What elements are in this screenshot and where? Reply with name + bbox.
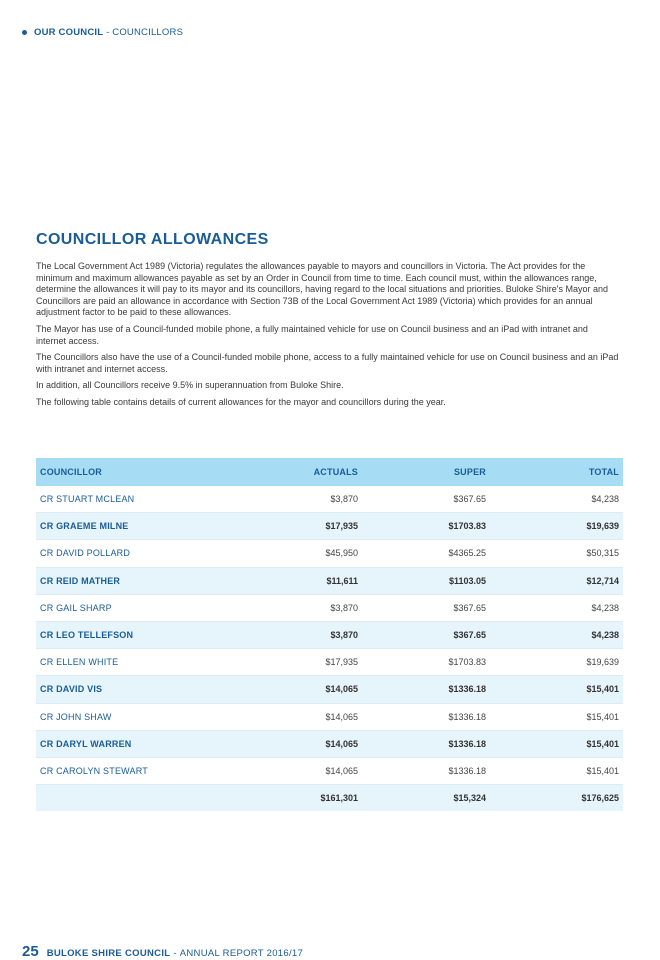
cell-super: $1703.83 [362,649,490,676]
cell-super: $1336.18 [362,757,490,784]
allowances-table [36,458,623,811]
cell-total: $15,401 [490,676,623,703]
paragraph: The following table contains details of current allowances for the mayor and councillors during the year. [36,396,446,407]
page-title: COUNCILLOR ALLOWANCES [36,231,269,248]
total-total: $176,625 [490,785,623,812]
cell-super: $367.65 [362,621,490,648]
cell-super: $1336.18 [362,730,490,757]
breadcrumb [22,27,183,38]
cell-councillor: CR GRAEME MILNE [36,513,239,540]
cell-super: $367.65 [362,594,490,621]
cell-super: $1336.18 [362,676,490,703]
table-header-row [36,458,623,486]
cell-councillor: CR LEO TELLEFSON [36,621,239,648]
cell-actuals: $14,065 [239,703,362,730]
page-number: 25 [22,943,39,960]
cell-super: $1336.18 [362,703,490,730]
cell-councillor: CR REID MATHER [36,567,239,594]
cell-super: $1703.83 [362,513,490,540]
cell-super: $4365.25 [362,540,490,567]
breadcrumb-separator: - [103,27,113,38]
table-row [36,594,623,621]
footer-report: ANNUAL REPORT 2016/17 [179,948,304,959]
cell-total: $50,315 [490,540,623,567]
cell-actuals: $17,935 [239,649,362,676]
paragraph: In addition, all Councillors receive 9.5% in superannuation from Buloke Shire. [36,380,344,391]
cell-councillor: CR JOHN SHAW [36,703,239,730]
table-row [36,567,623,594]
page-footer [22,943,303,960]
cell-actuals: $3,870 [239,621,362,648]
table-row [36,676,623,703]
totals-row [36,785,623,812]
intro-text [36,261,620,414]
header-actuals: ACTUALS [239,458,362,486]
footer-organisation: BULOKE SHIRE COUNCIL [46,948,171,959]
paragraph: The Councillors also have the use of a Council-funded mobile phone, access to a fully maintained vehicle for use on Council business and an iPad with intranet and internet access. [36,352,619,374]
cell-total: $12,714 [490,567,623,594]
cell-total: $4,238 [490,486,623,513]
table-row [36,621,623,648]
cell-councillor: CR DAVID POLLARD [36,540,239,567]
cell-actuals: $45,950 [239,540,362,567]
cell-total: $15,401 [490,730,623,757]
cell-actuals: $11,611 [239,567,362,594]
cell-total: $15,401 [490,757,623,784]
cell-actuals: $14,065 [239,676,362,703]
cell-councillor [36,785,239,812]
cell-total: $19,639 [490,513,623,540]
cell-total: $4,238 [490,594,623,621]
table-row [36,730,623,757]
table-row [36,513,623,540]
cell-super: $367.65 [362,486,490,513]
cell-total: $15,401 [490,703,623,730]
table-row [36,540,623,567]
header-councillor: COUNCILLOR [36,458,239,486]
bullet-icon [22,30,27,35]
cell-councillor: CR CAROLYN STEWART [36,757,239,784]
paragraph: The Local Government Act 1989 (Victoria) regulates the allowances payable to mayors and councillors in Victoria. The Act provides for the minimum and maximum allowances payable as set by an Order in Council from time to time. Each council must, within the allowances range, determine the allowances it will pay to its mayor and its councillors, having regard to the local situations and priorities. Buloke Shire's Mayor and Councillors are paid an allowance in accordance with Section 73B of the Local Government Act 1989 (Victoria) which provides for an annual adjustment factor to be paid to these allowances. [36,261,609,318]
cell-total: $4,238 [490,621,623,648]
cell-actuals: $14,065 [239,730,362,757]
cell-councillor: CR ELLEN WHITE [36,649,239,676]
breadcrumb-subsection[interactable]: COUNCILLORS [112,27,184,38]
cell-councillor: CR GAIL SHARP [36,594,239,621]
footer-separator: - [170,948,180,959]
table-row [36,703,623,730]
table-row [36,486,623,513]
breadcrumb-section[interactable]: OUR COUNCIL [34,27,104,38]
cell-actuals: $14,065 [239,757,362,784]
cell-actuals: $17,935 [239,513,362,540]
table-row [36,757,623,784]
table-row [36,649,623,676]
paragraph: The Mayor has use of a Council-funded mobile phone, a fully maintained vehicle for use on Council business and an iPad with intranet and internet access. [36,323,588,346]
cell-councillor: CR DARYL WARREN [36,730,239,757]
total-actuals: $161,301 [239,785,362,812]
cell-councillor: CR DAVID VIS [36,676,239,703]
cell-total: $19,639 [490,649,623,676]
cell-super: $1103.05 [362,567,490,594]
cell-actuals: $3,870 [239,594,362,621]
header-total: TOTAL [490,458,623,486]
cell-councillor: CR STUART MCLEAN [36,486,239,513]
total-super: $15,324 [362,785,490,812]
cell-actuals: $3,870 [239,486,362,513]
header-super: SUPER [362,458,490,486]
